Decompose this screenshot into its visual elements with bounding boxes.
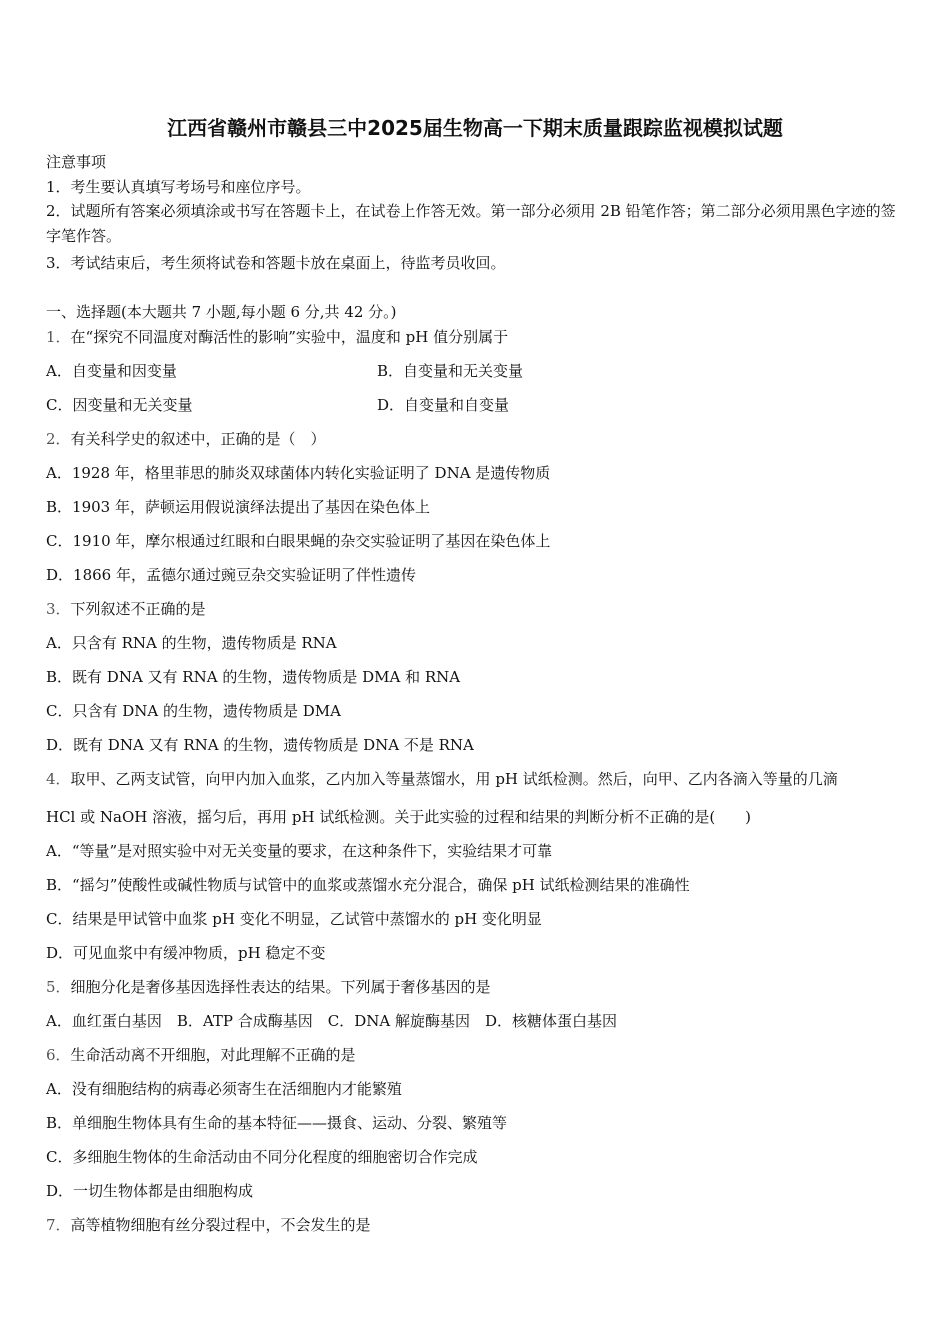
question-stem: 高等植物细胞有丝分裂过程中，不会发生的是 — [70, 1216, 371, 1234]
option-c: C．因变量和无关变量 — [46, 396, 193, 414]
question-number: 2． — [46, 430, 71, 448]
question-number: 6． — [46, 1046, 71, 1064]
option-d: D．可见血浆中有缓冲物质，pH 稳定不变 — [46, 944, 326, 962]
question-stem: 取甲、乙两支试管，向甲内加入血浆，乙内加入等量蒸馏水，用 pH 试纸检测。然后，向甲、乙内各滴入等量的几滴 — [70, 770, 838, 788]
question-3 — [46, 599, 206, 619]
option-c: C．多细胞生物体的生命活动由不同分化程度的细胞密切合作完成 — [46, 1148, 478, 1166]
option-d: D．1866 年，孟德尔通过豌豆杂交实验证明了伴性遗传 — [46, 566, 416, 584]
notice-heading: 注意事项 — [46, 153, 107, 171]
option-b: B．“摇匀”使酸性或碱性物质与试管中的血浆或蒸馏水充分混合，确保 pH 试纸检测结果的准确性 — [46, 876, 690, 894]
question-6 — [46, 1045, 356, 1065]
question-number: 1． — [46, 328, 71, 346]
option-a: A．“等量”是对照实验中对无关变量的要求，在这种条件下，实验结果才可靠 — [46, 842, 553, 860]
question-1 — [46, 327, 508, 347]
question-7 — [46, 1215, 371, 1235]
option-d: D．既有 DNA 又有 RNA 的生物，遗传物质是 DNA 不是 RNA — [46, 736, 474, 754]
option-d: D．一切生物体都是由细胞构成 — [46, 1182, 254, 1200]
question-5 — [46, 977, 491, 997]
notice-item: 1．考生要认真填写考场号和座位序号。 — [46, 178, 311, 196]
section-heading: 一、选择题(本大题共 7 小题,每小题 6 分,共 42 分。) — [46, 303, 397, 321]
notice-item: 2．试题所有答案必须填涂或书写在答题卡上，在试卷上作答无效。第一部分必须用 2B 铅笔作答；第二部分必须用黑色字迹的签字笔作答。 — [46, 202, 896, 245]
question-stem: 有关科学史的叙述中，正确的是（ ） — [70, 430, 326, 448]
option-b: B．单细胞生物体具有生命的基本特征——摄食、运动、分裂、繁殖等 — [46, 1114, 508, 1132]
question-stem: 下列叙述不正确的是 — [70, 600, 206, 618]
option-a: A．只含有 RNA 的生物，遗传物质是 RNA — [46, 634, 337, 652]
option-b: B．既有 DNA 又有 RNA 的生物，遗传物质是 DMA 和 RNA — [46, 668, 461, 686]
option-d: D．自变量和自变量 — [377, 396, 510, 414]
question-number: 7． — [46, 1216, 71, 1234]
question-number: 5． — [46, 978, 71, 996]
option-a: A．没有细胞结构的病毒必须寄生在活细胞内才能繁殖 — [46, 1080, 402, 1098]
option-a: A．1928 年，格里菲思的肺炎双球菌体内转化实验证明了 DNA 是遗传物质 — [46, 464, 551, 482]
option-a: A．自变量和因变量 — [46, 362, 177, 380]
option-c: C．1910 年，摩尔根通过红眼和白眼果蝇的杂交实验证明了基因在染色体上 — [46, 532, 551, 550]
page-title: 江西省赣州市赣县三中2025届生物高一下期末质量跟踪监视模拟试题 — [167, 116, 783, 140]
question-stem: 在“探究不同温度对酶活性的影响”实验中，温度和 pH 值分别属于 — [70, 328, 509, 346]
option-b: B．自变量和无关变量 — [377, 362, 524, 380]
question-2 — [46, 429, 326, 449]
option-b: B．1903 年，萨顿运用假说演绎法提出了基因在染色体上 — [46, 498, 430, 516]
question-stem: 生命活动离不开细胞，对此理解不正确的是 — [70, 1046, 356, 1064]
question-stem: 细胞分化是奢侈基因选择性表达的结果。下列属于奢侈基因的是 — [70, 978, 491, 996]
question-number: 4． — [46, 770, 71, 788]
option-c: C．结果是甲试管中血浆 pH 变化不明显，乙试管中蒸馏水的 pH 变化明显 — [46, 910, 542, 928]
option-c: C．只含有 DNA 的生物，遗传物质是 DMA — [46, 702, 341, 720]
options-inline: A．血红蛋白基因 B．ATP 合成酶基因 C．DNA 解旋酶基因 D．核糖体蛋白基因 — [46, 1012, 617, 1030]
question-number: 3． — [46, 600, 71, 618]
question-4 — [46, 769, 838, 789]
notice-item: 3．考试结束后，考生须将试卷和答题卡放在桌面上，待监考员收回。 — [46, 254, 506, 272]
question-stem-continued: HCl 或 NaOH 溶液，摇匀后，再用 pH 试纸检测。关于此实验的过程和结果的判断分析不正确的是( ) — [46, 808, 752, 826]
